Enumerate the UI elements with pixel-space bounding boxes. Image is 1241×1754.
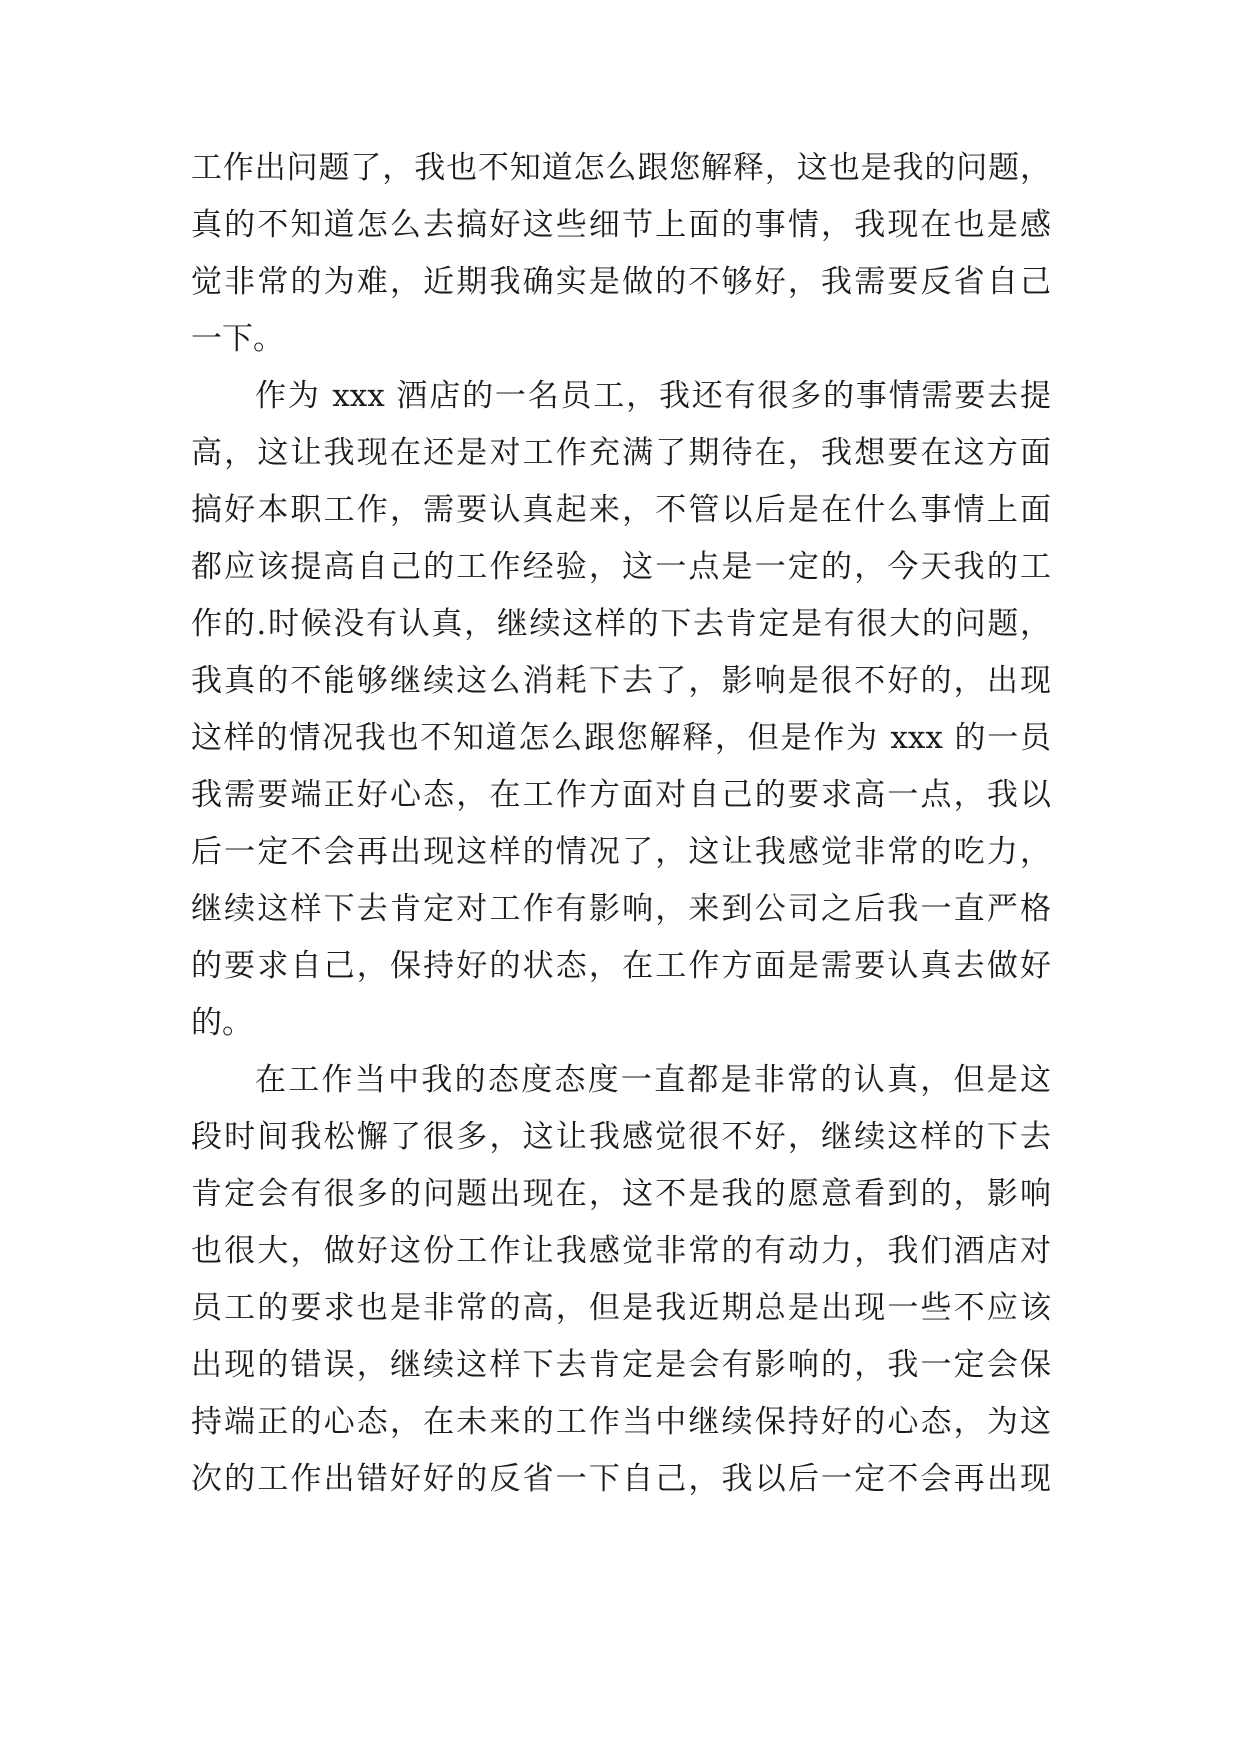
text-line: 出现的错误，继续这样下去肯定是会有影响的，我一定会保 [191,1347,1051,1383]
text-line: 段时间我松懈了很多，这让我感觉很不好，继续这样的下去 [191,1119,1051,1155]
text-line: 一下。 [191,321,284,357]
text-line: 这样的情况我也不知道怎么跟您解释，但是作为 xxx 的一员 [191,720,1051,756]
text-line: 觉非常的为难，近期我确实是做的不够好，我需要反省自己 [191,264,1051,300]
paragraph-first-line: 作为 xxx 酒店的一名员工，我还有很多的事情需要去提 [255,378,1051,414]
text-line: 我真的不能够继续这么消耗下去了，影响是很不好的，出现 [191,663,1051,699]
text-line: 肯定会有很多的问题出现在，这不是我的愿意看到的，影响 [191,1176,1051,1212]
text-line: 我需要端正好心态，在工作方面对自己的要求高一点，我以 [191,777,1051,813]
text-line: 都应该提高自己的工作经验，这一点是一定的，今天我的工 [191,549,1051,585]
text-line: 继续这样下去肯定对工作有影响，来到公司之后我一直严格 [191,891,1051,927]
text-line: 的要求自己，保持好的状态，在工作方面是需要认真去做好 [191,948,1051,984]
text-line: 后一定不会再出现这样的情况了，这让我感觉非常的吃力， [191,834,1051,870]
text-line: 也很大，做好这份工作让我感觉非常的有动力，我们酒店对 [191,1233,1051,1269]
text-line: 作的.时候没有认真，继续这样的下去肯定是有很大的问题， [191,606,1051,642]
text-line: 工作出问题了，我也不知道怎么跟您解释，这也是我的问题， [191,150,1051,186]
text-line: 次的工作出错好好的反省一下自己，我以后一定不会再出现 [191,1461,1051,1497]
text-line: 搞好本职工作，需要认真起来，不管以后是在什么事情上面 [191,492,1051,528]
text-line: 高，这让我现在还是对工作充满了期待在，我想要在这方面 [191,435,1051,471]
paragraph-first-line: 在工作当中我的态度态度一直都是非常的认真，但是这 [255,1062,1051,1098]
text-line: 员工的要求也是非常的高，但是我近期总是出现一些不应该 [191,1290,1051,1326]
text-line: 真的不知道怎么去搞好这些细节上面的事情，我现在也是感 [191,207,1051,243]
text-line: 的。 [191,1005,253,1041]
text-line: 持端正的心态，在未来的工作当中继续保持好的心态，为这 [191,1404,1051,1440]
